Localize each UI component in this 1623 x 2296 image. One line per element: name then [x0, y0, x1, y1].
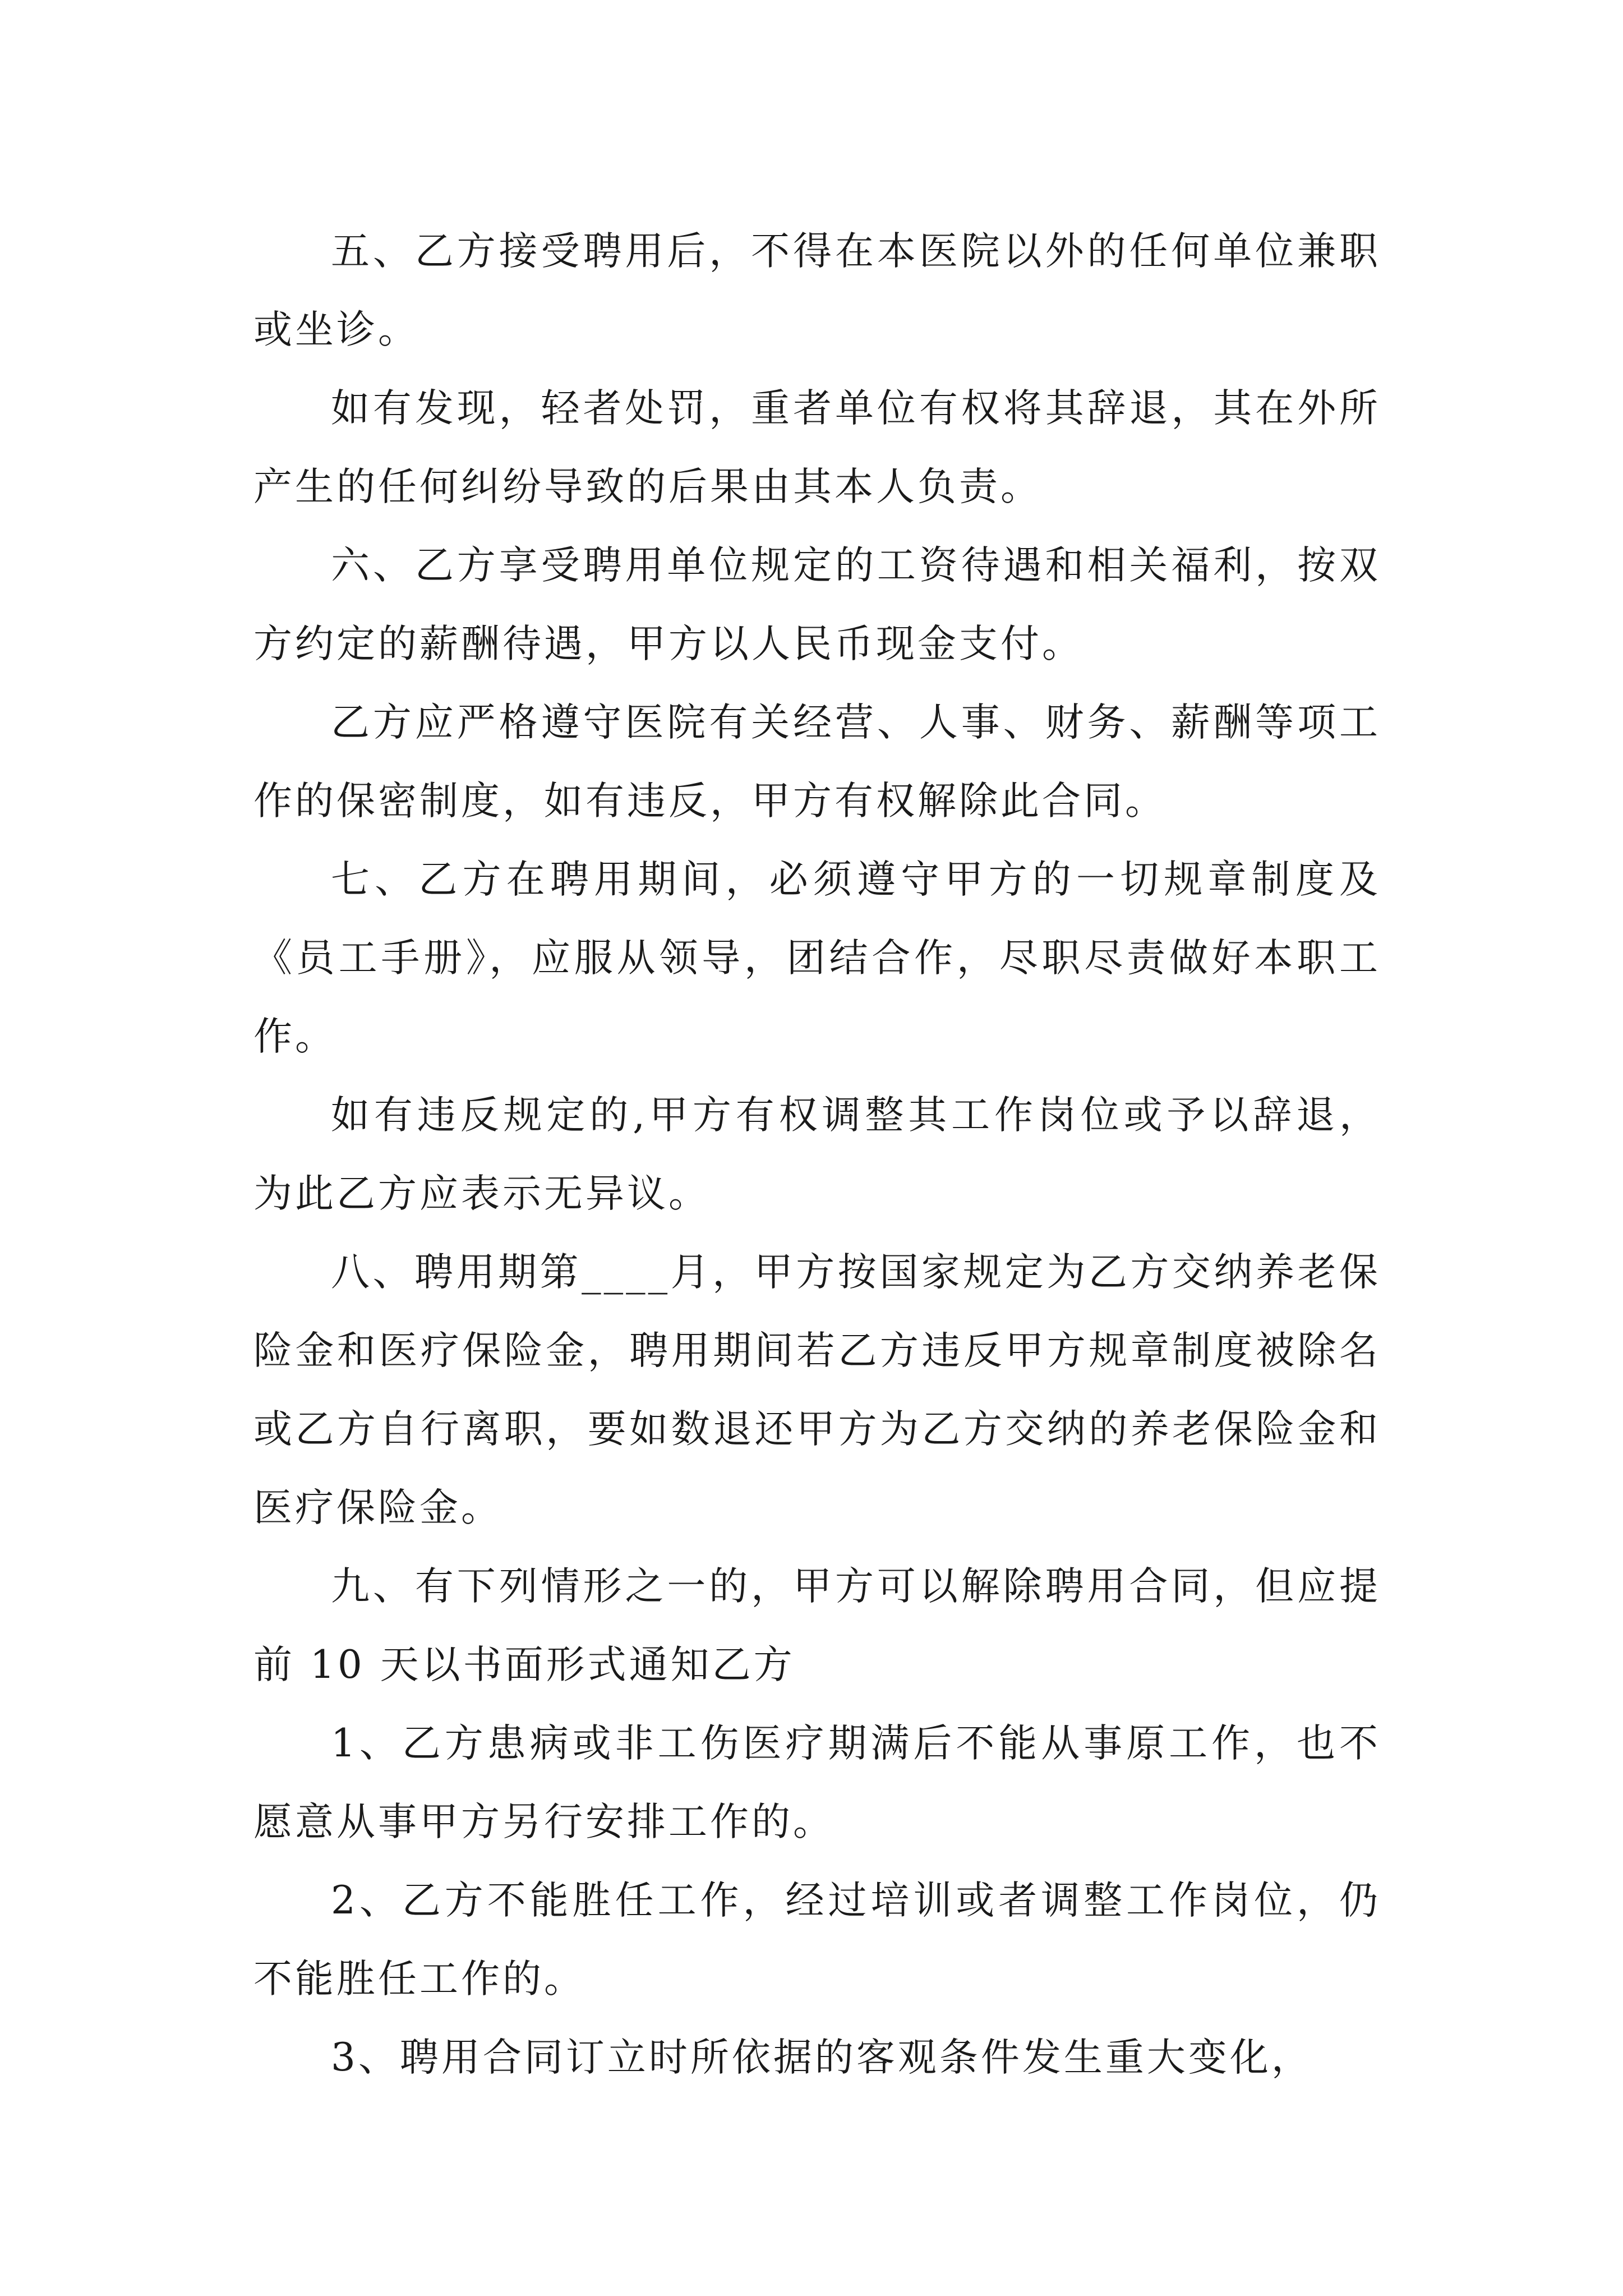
clause-5-penalty-paragraph: 如有发现，轻者处罚，重者单位有权将其辞退，其在外所产生的任何纠纷导致的后果由其本人负责。: [253, 386, 1381, 509]
clause-5-paragraph: 五、乙方接受聘用后，不得在本医院以外的任何单位兼职或坐诊。: [253, 229, 1381, 352]
clause-6-paragraph: 六、乙方享受聘用单位规定的工资待遇和相关福利，按双方约定的薪酬待遇，甲方以人民币现金支付。: [253, 543, 1381, 666]
clause-9-item-3: 3、聘用合同订立时所依据的客观条件发生重大变化，: [331, 2035, 1313, 2080]
clause-9-paragraph: 九、有下列情形之一的，甲方可以解除聘用合同，但应提前 10 天以书面形式通知乙方: [253, 1564, 1381, 1687]
clause-9-item-2: 2、乙方不能胜任工作，经过培训或者调整工作岗位，仍不能胜任工作的。: [253, 1878, 1381, 2001]
clause-7-paragraph: 七、乙方在聘用期间，必须遵守甲方的一切规章制度及《员工手册》，应服从领导，团结合作，尽职尽责做好本职工作。: [253, 857, 1381, 1059]
clause-7-violation-paragraph: 如有违反规定的,甲方有权调整其工作岗位或予以辞退，为此乙方应表示无异议。: [253, 1093, 1381, 1216]
clause-8-paragraph: 八、聘用期第____月，甲方按国家规定为乙方交纳养老保险金和医疗保险金，聘用期间若乙方违反甲方规章制度被除名或乙方自行离职，要如数退还甲方为乙方交纳的养老保险金和医疗保险金。: [253, 1250, 1381, 1530]
document-body: [253, 212, 1381, 2097]
clause-9-item-1: 1、乙方患病或非工伤医疗期满后不能从事原工作，也不愿意从事甲方另行安排工作的。: [253, 1721, 1381, 1844]
clause-6-confidentiality-paragraph: 乙方应严格遵守医院有关经营、人事、财务、薪酬等项工作的保密制度，如有违反，甲方有权解除此合同。: [253, 700, 1381, 823]
